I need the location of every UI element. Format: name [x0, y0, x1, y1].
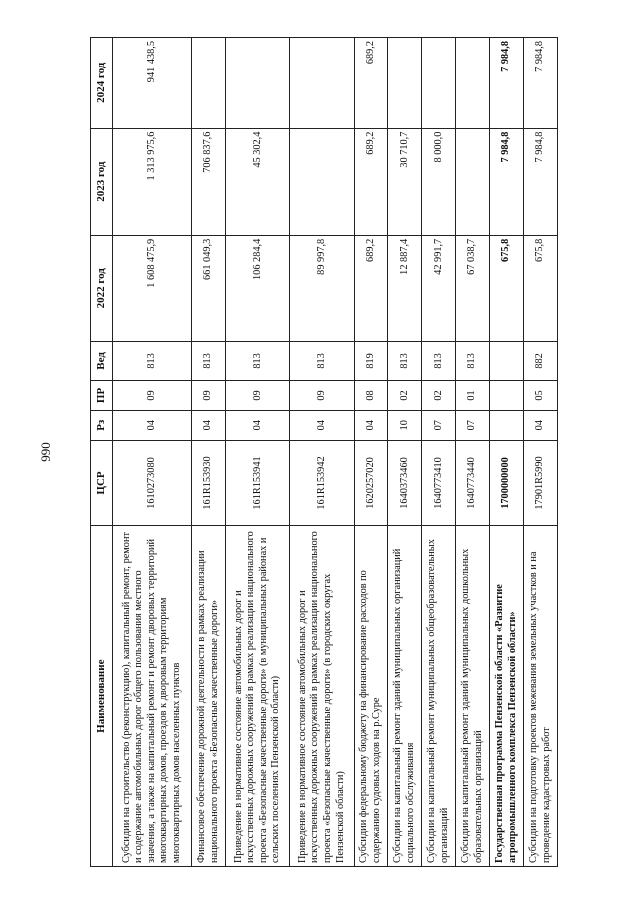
col-header-2024: 2024 год [91, 38, 113, 129]
row-2024 [290, 38, 354, 129]
row-2022: 675,8 [524, 235, 558, 341]
table-row [192, 38, 226, 867]
table-row [290, 38, 354, 867]
row-2023: 45 302,4 [226, 128, 290, 235]
row-2022: 1 608 475,9 [113, 235, 192, 341]
row-ved: 882 [524, 341, 558, 380]
row-name: Субсидии на подготовку проектов межевания земельных участков и на проведение кадастровых работ [524, 526, 558, 867]
table-row [422, 38, 456, 867]
row-pr: 02 [422, 381, 456, 411]
row-rz: 07 [422, 410, 456, 440]
row-csr: 161R153930 [192, 440, 226, 526]
row-rz: 04 [524, 410, 558, 440]
row-ved: 813 [388, 341, 422, 380]
row-ved: 813 [456, 341, 490, 380]
row-2023 [290, 128, 354, 235]
row-ved: 813 [113, 341, 192, 380]
row-pr: 01 [456, 381, 490, 411]
table-row [113, 38, 192, 867]
row-csr: 1620257020 [354, 440, 388, 526]
row-name: Приведение в нормативное состояние автомобильных дорог и искусственных дорожных сооружений в рамках реализации национального проекта «Безопасные качественные дороги» (в муниципальных районах и сельских поселениях Пензенской области) [226, 526, 290, 867]
row-2024: 7 984,8 [490, 38, 524, 129]
row-2023: 689,2 [354, 128, 388, 235]
row-2023: 8 000,0 [422, 128, 456, 235]
col-header-csr: ЦСР [91, 440, 113, 526]
row-2023: 7 984,8 [490, 128, 524, 235]
row-2024 [388, 38, 422, 129]
row-rz: 10 [388, 410, 422, 440]
row-csr: 1640773410 [422, 440, 456, 526]
row-2022: 12 887,4 [388, 235, 422, 341]
row-ved: 813 [192, 341, 226, 380]
row-csr: 1640373460 [388, 440, 422, 526]
row-rz: 04 [192, 410, 226, 440]
row-csr: 1610273080 [113, 440, 192, 526]
row-2024: 941 438,5 [113, 38, 192, 129]
row-name: Приведение в нормативное состояние автомобильных дорог и искусственных дорожных сооружений в рамках реализации национального проекта «Безопасные качественные дороги» (в городских округах Пензенской области) [290, 526, 354, 867]
table-header-row [91, 38, 113, 867]
row-pr: 09 [192, 381, 226, 411]
row-csr: 161R153942 [290, 440, 354, 526]
row-2022: 106 284,4 [226, 235, 290, 341]
row-2022: 675,8 [490, 235, 524, 341]
page-number: 990 [37, 442, 53, 462]
row-2023: 706 837,6 [192, 128, 226, 235]
row-ved [490, 341, 524, 380]
row-2022: 661 049,3 [192, 235, 226, 341]
row-2022: 89 997,8 [290, 235, 354, 341]
row-name: Финансовое обеспечение дорожной деятельности в рамках реализации национального проекта «Безопасные качественные дороги» [192, 526, 226, 867]
row-name: Субсидии на капитальный ремонт зданий муниципальных дошкольных образовательных организаций [456, 526, 490, 867]
row-2024 [456, 38, 490, 129]
row-2022: 42 991,7 [422, 235, 456, 341]
table-row [524, 38, 558, 867]
row-pr: 05 [524, 381, 558, 411]
row-rz: 04 [226, 410, 290, 440]
table-row [226, 38, 290, 867]
row-name: Субсидии на капитальный ремонт зданий муниципальных организаций социального обслуживания [388, 526, 422, 867]
table-row-program-total [490, 38, 524, 867]
row-name: Субсидии федеральному бюджету на финансирование расходов по содержанию судовых ходов на р.Суре [354, 526, 388, 867]
row-2022: 67 038,7 [456, 235, 490, 341]
budget-table [90, 37, 558, 867]
row-csr: 17901R5990 [524, 440, 558, 526]
row-name: Субсидии на капитальный ремонт муниципальных общеобразовательных организаций [422, 526, 456, 867]
row-2023: 7 984,8 [524, 128, 558, 235]
row-csr: 1640773440 [456, 440, 490, 526]
row-pr [490, 381, 524, 411]
col-header-rz: Рз [91, 410, 113, 440]
row-2022: 689,2 [354, 235, 388, 341]
row-pr: 02 [388, 381, 422, 411]
col-header-pr: ПР [91, 381, 113, 411]
row-csr: 161R153941 [226, 440, 290, 526]
row-ved: 819 [354, 341, 388, 380]
row-2024 [226, 38, 290, 129]
row-pr: 09 [226, 381, 290, 411]
row-rz: 04 [354, 410, 388, 440]
col-header-2023: 2023 год [91, 128, 113, 235]
row-pr: 08 [354, 381, 388, 411]
row-2024 [192, 38, 226, 129]
col-header-2022: 2022 год [91, 235, 113, 341]
budget-table-container [90, 37, 558, 867]
row-2023 [456, 128, 490, 235]
row-ved: 813 [422, 341, 456, 380]
col-header-name: Наименование [91, 526, 113, 867]
table-row [456, 38, 490, 867]
row-rz: 04 [113, 410, 192, 440]
row-pr: 09 [113, 381, 192, 411]
table-row [388, 38, 422, 867]
row-ved: 813 [226, 341, 290, 380]
col-header-ved: Вед [91, 341, 113, 380]
row-rz: 07 [456, 410, 490, 440]
row-2023: 30 710,7 [388, 128, 422, 235]
row-2023: 1 313 975,6 [113, 128, 192, 235]
row-name: Субсидии на строительство (реконструкцию), капитальный ремонт, ремонт и содержание автомобильных дорог общего пользования местного значения, а также на капитальный ремонт и ремонт дворовых территорий многоквартирных домов, проездов к дворовым территориям многоквартирных домов населенных пунктов [113, 526, 192, 867]
row-csr: 1700000000 [490, 440, 524, 526]
row-2024: 7 984,8 [524, 38, 558, 129]
table-row [354, 38, 388, 867]
row-name: Государственная программа Пензенской области «Развитие агропромышленного комплекса Пензенской области» [490, 526, 524, 867]
row-ved: 813 [290, 341, 354, 380]
row-rz [490, 410, 524, 440]
row-pr: 09 [290, 381, 354, 411]
row-rz: 04 [290, 410, 354, 440]
row-2024 [422, 38, 456, 129]
row-2024: 689,2 [354, 38, 388, 129]
